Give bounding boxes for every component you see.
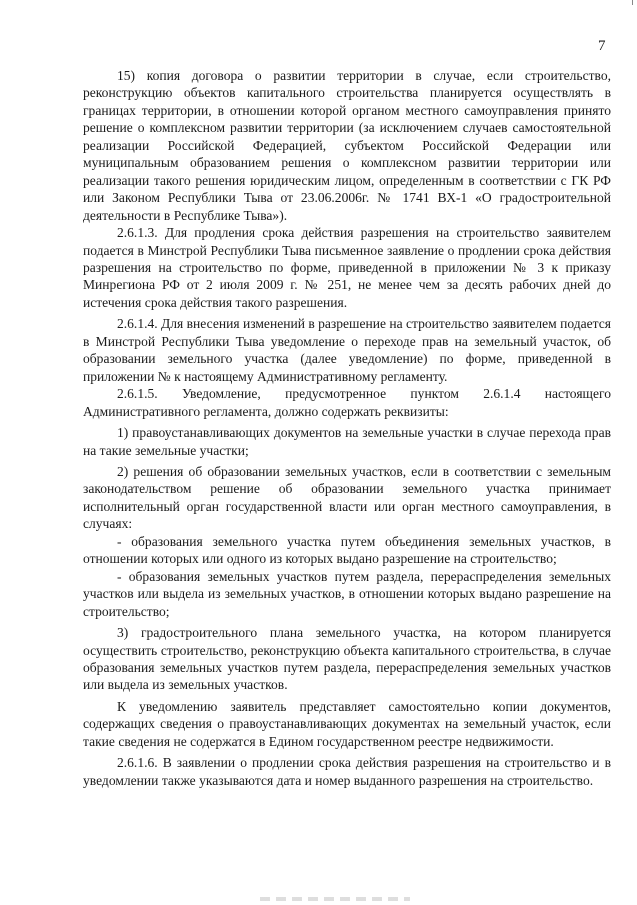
paragraph-2-6-1-4: 2.6.1.4. Для внесения изменений в разрешение на строительство заявителем подается в Минстрой Республики Тыва уведомление о переходе прав на земельный участок, об образовании земельного участка (далее уведомление) по форме, приведенной в приложении № к настоящему Административному регламенту. [83, 316, 611, 384]
margin-mark [632, 0, 633, 5]
list-item-1: 1) правоустанавливающих документов на земельные участки в случае перехода прав на такие земельные участки; [83, 425, 611, 458]
list-item-2: 2) решения об образовании земельных участков, если в соответствии с земельным законодательством решение об образовании земельного участка принимает исполнительный орган государственной власти или орган местного самоуправления, в случаях: [83, 463, 611, 532]
page-number: 7 [598, 38, 606, 54]
paragraph-2-6-1-6: 2.6.1.6. В заявлении о продлении срока действия разрешения на строительство и в уведомлении также указываются дата и номер выданного разрешения на строительство. [83, 755, 611, 788]
paragraph-notification-attachments: К уведомлению заявитель представляет самостоятельно копии документов, содержащих сведения о правоустанавливающих документах на земельный участок, если такие сведения не содержатся в Едином государственном реестре недвижимости. [83, 698, 611, 749]
list-subitem-1: - образования земельного участка путем объединения земельных участков, в отношении которых или одного из которых выдано разрешение на строительство; [83, 533, 611, 567]
document-body [83, 67, 611, 789]
paragraph-2-6-1-3: 2.6.1.3. Для продления срока действия разрешения на строительство заявителем подается в Минстрой Республики Тыва письменное заявление о продлении срока действия разрешения на строительство по форме, приведенной в приложении № 3 к приказу Минрегиона РФ от 2 июля 2009 г. № 251, не менее чем за десять рабочих дней до истечения срока действия такого разрешения. [83, 225, 611, 310]
bleed-through-marks [260, 897, 410, 901]
list-item-3: 3) градостроительного плана земельного участка, на котором планируется осуществить строительство, реконструкцию объекта капитального строительства, в случае образования земельных участков путем раздела, перераспределения земельных участков или выдела из земельных участков. [83, 625, 611, 693]
list-subitem-2: - образования земельных участков путем раздела, перераспределения земельных участков или выдела из земельных участков, в отношении которых выдано разрешение на строительство; [83, 568, 611, 619]
paragraph-item-15: 15) копия договора о развитии территории в случае, если строительство, реконструкцию объектов капитального строительства планируется осуществлять в границах территории, в отношении которой органом местного самоуправления принято решение о комплексном развитии территории (за исключением случаев самостоятельной реализации Российской Федерацией, субъектом Российской Федерации или муниципальным образованием решения о комплексном развитии территории или реализации такого решения юридическим лицом, определенным в соответствии с ГК РФ или Законом Республики Тыва от 23.06.2006г. № 1741 ВХ-1 «О градостроительной деятельности в Республике Тыва»). [83, 68, 611, 223]
paragraph-2-6-1-5: 2.6.1.5. Уведомление, предусмотренное пунктом 2.6.1.4 настоящего Административного регламента, должно содержать реквизиты: [83, 386, 611, 419]
